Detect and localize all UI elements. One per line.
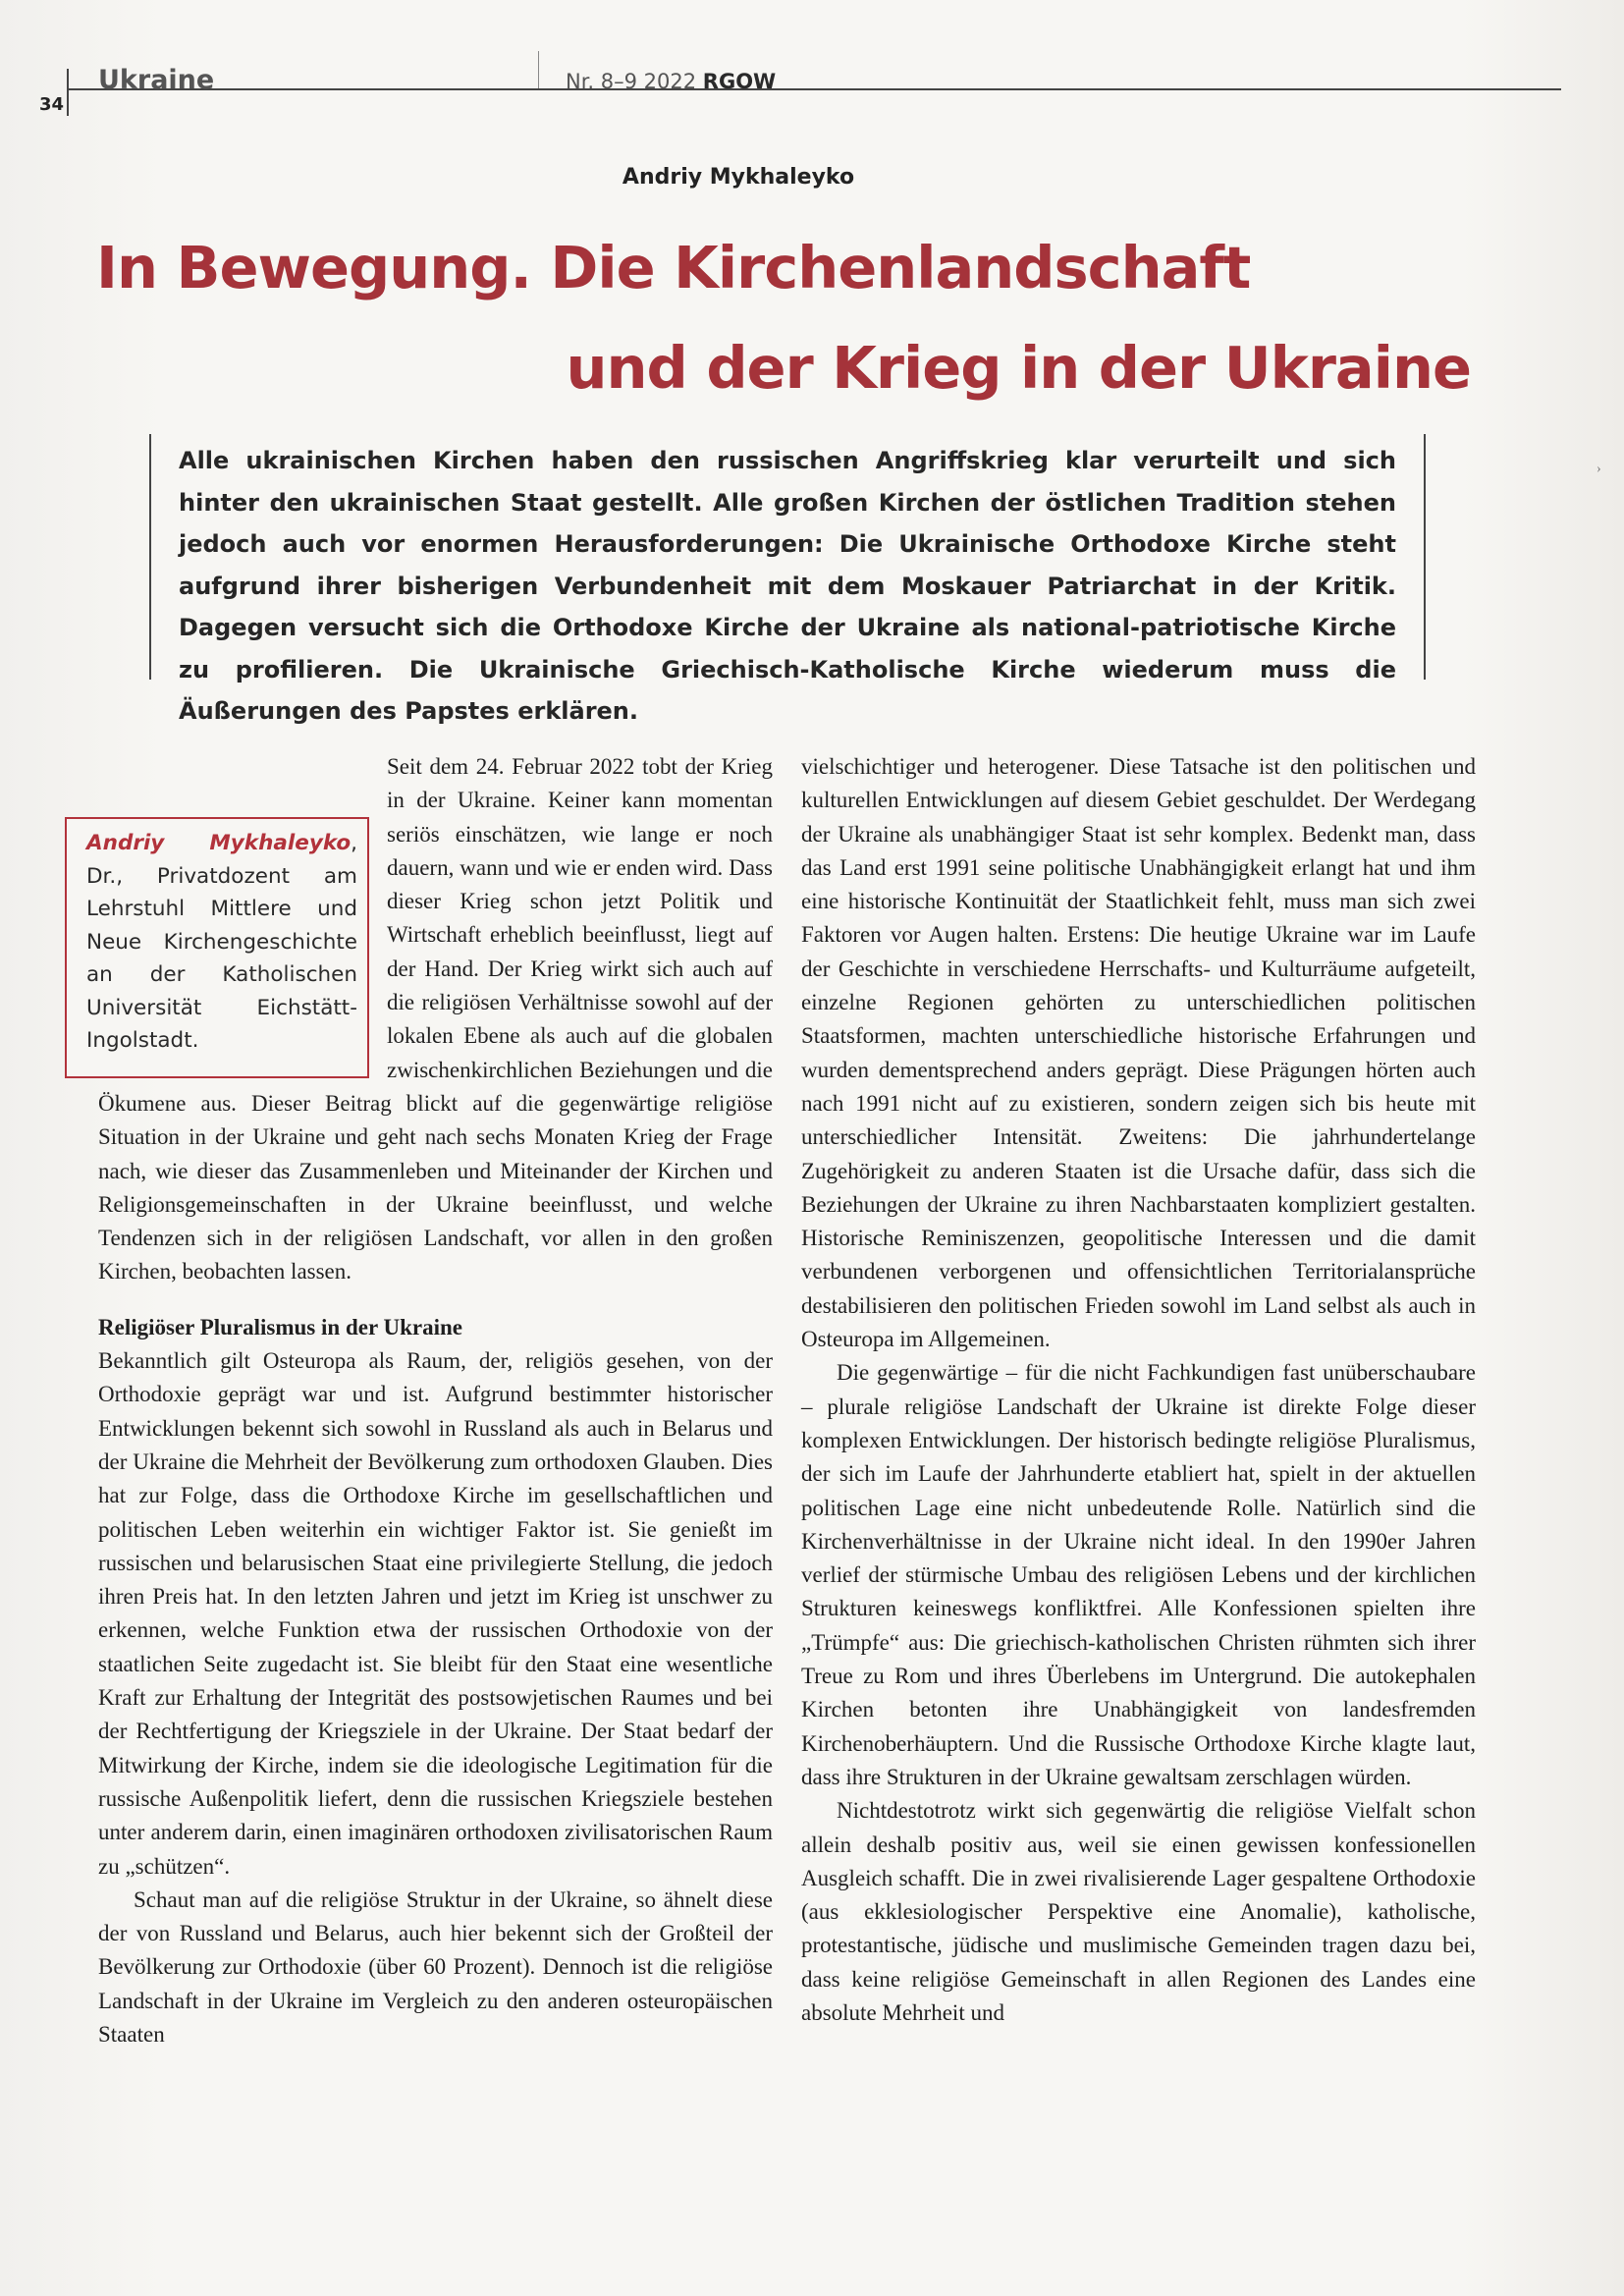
body-paragraph-2: Schaut man auf die religiöse Struktur in der Ukraine, so ähnelt diese der von Russland und Belarus, auch hier bekennt sich der Großteil der Bevölkerung zur Orthodoxie (über 60 Prozent). Dennoch ist die religiöse Landschaft in der Ukraine im Vergleich zu den anderen osteuropäischen Staaten: [98, 1886, 773, 2047]
column-right: [801, 750, 1476, 2030]
page-number: 34: [39, 94, 65, 115]
article-title-line1: In Bewegung. Die Kirchenlandschaft: [96, 234, 1251, 301]
column-left: [86, 750, 773, 2051]
body-paragraph-1: Bekanntlich gilt Osteuropa als Raum, der, religiös gesehen, von der Orthodoxie geprägt war und ist. Aufgrund bestimmter historischer Entwicklungen bekennt sich sowohl in Russland als auch in Belarus und der Ukraine die Mehrheit der Bevölkerung zum orthodoxen Glauben. Dies hat zur Folge, dass die Orthodoxe Kirche im gesellschaftlichen und politischen Leben weiterhin ein wichtiger Faktor ist. Sie genießt im russischen und belarusischen Staat eine privilegierte Stellung, die jedoch ihren Preis hat. In den letzten Jahren und jetzt im Krieg ist unschwer zu erkennen, welche Funktion etwa der russischen Orthodoxie von der staatlichen Seite zugedacht ist. Sie bleibt für den Staat eine wesentliche Kraft zur Erhaltung der Integrität des postsowjetischen Raumes und bei der Rechtfertigung der Kriegsziele in der Ukraine. Der Staat bedarf der Mitwirkung der Kirche, indem sie die ideologische Legitimation für die russische Außenpolitik liefert, denn die russischen Kriegsziele bestehen unter anderem darin, einen imaginären orthodoxen zivilisatorischen Raum zu „schützen“.: [98, 1348, 773, 1879]
bio-text: , Dr., Privatdozent am Lehrstuhl Mittlere und Neue Kirchengeschichte an der Katholischen Universität Eichstätt-Ingolstadt.: [86, 831, 357, 1053]
article-author: Andriy Mykhaleyko: [622, 165, 855, 190]
header-rule: [69, 88, 1561, 90]
author-bio: [86, 827, 357, 1058]
journal-name: RGOW: [702, 70, 777, 93]
article-lead: Alle ukrainischen Kirchen haben den russischen Angriffskrieg klar verurteilt und sich hinter den ukrainischen Staat gestellt. Alle großen Kirchen der östlichen Tradition stehen jedoch auch vor enormen Herausforderungen: Die Ukrainische Orthodoxe Kirche steht aufgrund ihrer bisherigen Verbundenheit mit dem Moskauer Patriarchat in der Kritik. Dagegen versucht sich die Orthodoxe Kirche der Ukraine als national-patriotische Kirche zu profilieren. Die Ukrainische Griechisch-Katholische Kirche wiederum muss die Äußerungen des Papstes erklären.: [179, 447, 1396, 725]
header-left-rule: [67, 69, 69, 116]
article-lead-box: [149, 434, 1426, 725]
header-separator: [538, 51, 539, 88]
section-label: Ukraine: [98, 65, 215, 95]
body-paragraph-3: vielschichtiger und heterogener. Diese Tatsache ist den politischen und kulturellen Entwicklungen auf diesem Gebiet geschuldet. Der Werdegang der Ukraine als unabhängiger Staat ist sehr komplex. Bedenkt man, dass das Land erst 1991 seine politische Unabhängigkeit erlangt hat und ihm eine historische Kontinuität der Staatlichkeit fehlt, muss man sich zwei Faktoren vor Augen halten. Erstens: Die heutige Ukraine war im Laufe der Geschichte in verschiedene Herrschafts- und Kulturräume aufgeteilt, einzelne Regionen gehörten zu unterschiedlichen politischen Staatsformen, machten unterschiedliche historische Erfahrungen und wurden dementsprechend anders geprägt. Diese Prägungen hörten auch nach 1991 nicht auf zu existieren, sondern zeigen sich bis heute mit unterschiedlicher Intensität. Zweitens: Die jahrhundertelange Zugehörigkeit zu anderen Staaten ist die Ursache dafür, dass sich die Beziehungen der Ukraine zu ihren Nachbarstaaten kompliziert gestalten. Historische Reminiszenzen, geopolitische Interessen und die damit verbundenen verborgenen und offensichtlichen Territorialansprüche destabilisieren den politischen Frieden sowohl im Land selbst als auch in Osteuropa im Allgemeinen.: [801, 754, 1476, 1352]
bio-name: Andriy Mykhaleyko: [86, 831, 352, 855]
issue-number: Nr. 8–9 2022: [566, 70, 697, 93]
page-edge-mark: ›: [1597, 462, 1601, 476]
section-heading: Religiöser Pluralismus in der Ukraine: [98, 1314, 462, 1339]
body-paragraph-5: Nichtdestotrotz wirkt sich gegenwärtig die religiöse Vielfalt schon allein deshalb positiv aus, weil sie einen gewissen konfessionellen Ausgleich schafft. Die in zwei rivalisierende Lager gespaltene Orthodoxie (aus ekklesiologischer Perspektive eine Anomalie), katholische, protestantische, jüdische und muslimische Gemeinden tragen dazu bei, dass keine religiöse Gemeinschaft in allen Regionen des Landes eine absolute Mehrheit und: [801, 1798, 1476, 2025]
intro-paragraph: Seit dem 24. Februar 2022 tobt der Krieg in der Ukraine. Keiner kann momentan seriös einschätzen, wie lange er noch dauern, wann und wie er enden wird. Dass dieser Krieg schon jetzt Politik und Wirtschaft erheblich beeinflusst, liegt auf der Hand. Der Krieg wirkt sich auch auf die religiösen Verhältnisse sowohl auf der lokalen Ebene als auch auf die globalen zwischenkirchlichen Beziehungen und die Ökumene aus. Dieser Beitrag blickt auf die gegenwärtige religiöse Situation in der Ukraine und geht nach sechs Monaten Krieg der Frage nach, wie dieser das Zusammenleben und Miteinander der Kirchen und Religionsgemeinschaften in der Ukraine beeinflusst, und welche Tendenzen sich in der religiösen Landschaft, vor allen in den großen Kirchen, beobachten lassen.: [98, 754, 773, 1285]
issue-info: [566, 70, 776, 93]
body-paragraph-4: Die gegenwärtige – für die nicht Fachkundigen fast unüberschaubare – plurale religiöse Landschaft der Ukraine ist direkte Folge dieser komplexen Entwicklungen. Der historisch bedingte religiöse Pluralismus, der sich im Laufe der Jahrhunderte etabliert hat, spielt in der aktuellen politischen Lage eine nicht unbedeutende Rolle. Natürlich sind die Kirchenverhältnisse in der Ukraine nicht ideal. In den 1990er Jahren verlief der stürmische Umbau des religiösen Lebens und der kirchlichen Strukturen keineswegs konfliktfrei. Alle Konfessionen spielten ihre „Trümpfe“ aus: Die griechisch-katholischen Christen rühmten sich ihrer Treue zu Rom und ihres Überlebens im Untergrund. Die autokephalen Kirchen betonten ihre Unabhängigkeit von landesfremden Kirchenoberhäuptern. Und die Russische Orthodoxe Kirche klagte laut, dass ihre Strukturen in der Ukraine gewaltsam zerschlagen würden.: [801, 1360, 1476, 1789]
article-title-line2: und der Krieg in der Ukraine: [566, 334, 1471, 402]
author-bio-box: [65, 817, 369, 1078]
